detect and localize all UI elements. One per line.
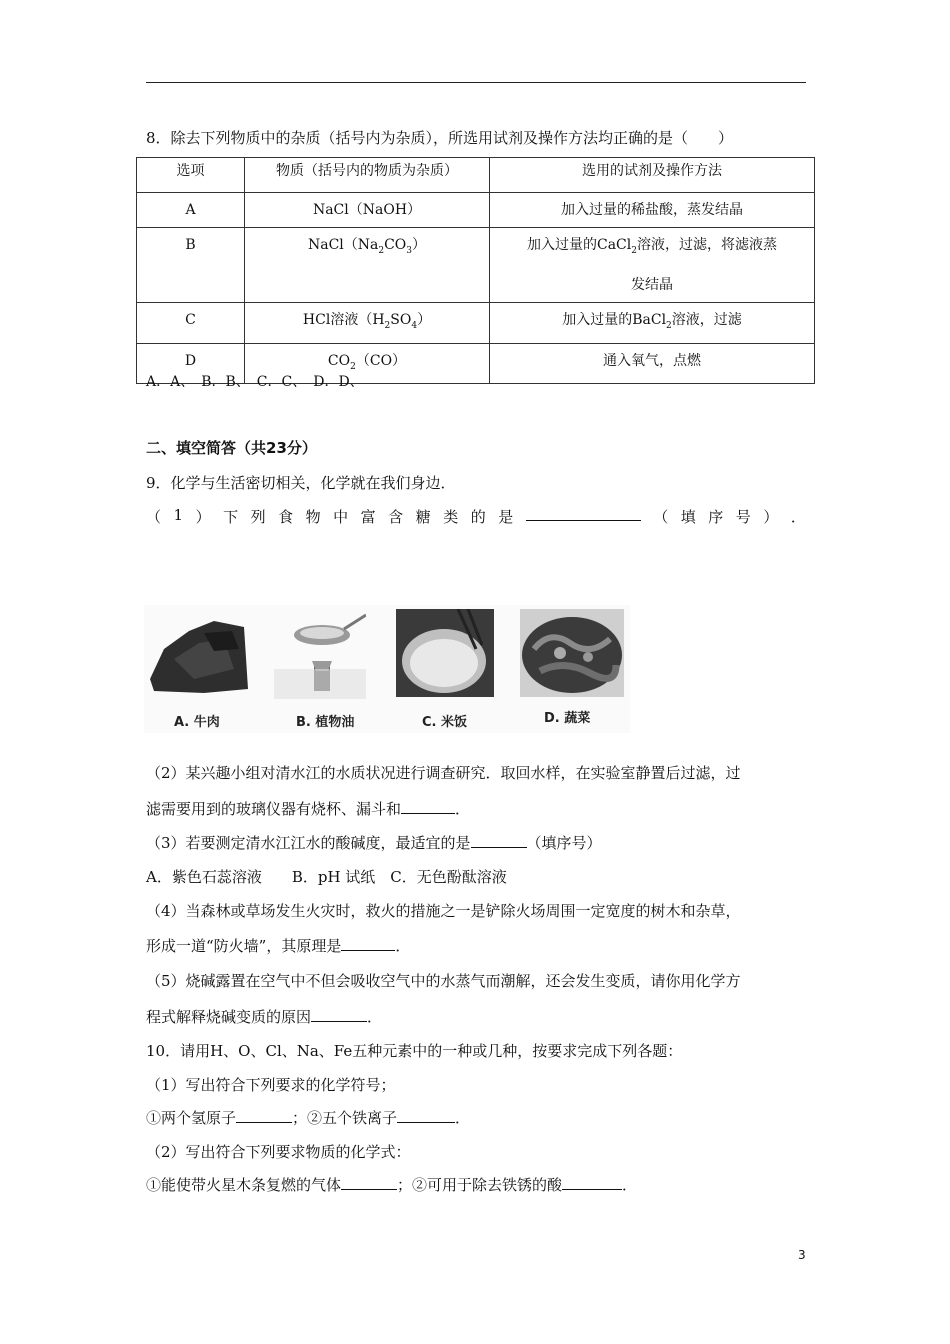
- q8-table: [136, 157, 815, 384]
- q9-part4-line2: 形成一道“防火墙”，其原理是 ．: [146, 937, 411, 955]
- table-row: [137, 228, 815, 303]
- row-method: 加入过量的BaCl$_2$溶液，过滤: [490, 302, 815, 343]
- page-number: 3: [798, 1248, 806, 1262]
- row-option: A: [137, 193, 245, 228]
- q9-part1: （ 1 ） 下 列 食 物 中 富 含 糖 类 的 是 （ 填 序 号 ） ．: [146, 506, 806, 526]
- q9-part3: （3）若要测定清水江江水的酸碱度，最适宜的是 （填序号）: [146, 834, 602, 852]
- table-row: [137, 193, 815, 228]
- q9-stem: 9．化学与生活密切相关，化学就在我们身边．: [146, 474, 456, 492]
- row-substance: HCl溶液$(H_2SO_4)$: [245, 302, 490, 343]
- q9-part2-line1: （2）某兴趣小组对清水江的水质状况进行调查研究．取回水样，在实验室静置后过滤，过: [146, 764, 741, 782]
- row-substance: $CO_2(CO)$: [245, 343, 490, 384]
- q8-stem: 8．除去下列物质中的杂质（括号内为杂质），所选用试剂及操作方法均正确的是（ ）: [146, 129, 734, 147]
- header-method: 选用的试剂及操作方法: [490, 158, 815, 193]
- answer-blank[interactable]: [562, 1175, 622, 1190]
- answer-blank[interactable]: [311, 1007, 367, 1022]
- row-method: 加入过量的CaCl$_2$溶液，过滤，将滤液蒸 发结晶: [490, 228, 815, 303]
- table-row: [137, 302, 815, 343]
- q10-stem: 10．请用H、O、Cl、Na、Fe五种元素中的一种或几种，按要求完成下列各题：: [146, 1042, 683, 1060]
- section-heading: 二、填空简答（共23分）: [146, 439, 317, 457]
- header-option: 选项: [137, 158, 245, 193]
- answer-blank[interactable]: [401, 799, 455, 814]
- vegetable-oil-image: [274, 609, 366, 699]
- food-label-c: C. 米饭: [422, 715, 468, 730]
- answer-blank[interactable]: [341, 1175, 397, 1190]
- food-label-b: B. 植物油: [296, 715, 355, 730]
- q9-part4-line1: （4）当森林或草场发生火灾时，救火的措施之一是铲除火场周围一定宽度的树木和杂草，: [146, 902, 741, 920]
- q10-part1-items: ①两个氢原子 ；②五个铁离子 ．: [146, 1109, 471, 1127]
- row-substance: NaCl（NaOH）: [245, 193, 490, 228]
- answer-blank[interactable]: [526, 506, 641, 521]
- q9-part3-options: A．紫色石蕊溶液 B．pH 试纸 C．无色酚酞溶液: [146, 868, 507, 886]
- row-option: C: [137, 302, 245, 343]
- food-images: [144, 605, 630, 733]
- q10-part2: （2）写出符合下列要求物质的化学式：: [146, 1143, 411, 1161]
- beef-image: [144, 609, 252, 699]
- header-substance: 物质（括号内的物质为杂质）: [245, 158, 490, 193]
- q10-part1: （1）写出符合下列要求的化学符号；: [146, 1076, 396, 1094]
- row-method: 通入氧气，点燃: [490, 343, 815, 384]
- rice-image: [396, 609, 494, 697]
- header-rule: [146, 82, 806, 83]
- q9-part5-line2: 程式解释烧碱变质的原因 ．: [146, 1008, 383, 1026]
- answer-blank[interactable]: [236, 1108, 292, 1123]
- vegetables-image: [520, 609, 624, 697]
- row-substance: $NaCl(Na_2CO_3)$: [245, 228, 490, 303]
- answer-blank[interactable]: [341, 936, 395, 951]
- q9-part5-line1: （5）烧碱露置在空气中不但会吸收空气中的水蒸气而潮解，还会发生变质，请你用化学方: [146, 972, 741, 990]
- q10-part2-items: ①能使带火星木条复燃的气体 ；②可用于除去铁锈的酸 ．: [146, 1176, 638, 1194]
- q8-choices: A．A、 B．B、 C．C、 D．D、: [146, 374, 364, 390]
- row-option: B: [137, 228, 245, 303]
- food-label-a: A. 牛肉: [174, 715, 220, 730]
- row-method: 加入过量的稀盐酸，蒸发结晶: [490, 193, 815, 228]
- food-label-d: D. 蔬菜: [544, 711, 591, 726]
- row-option: D: [137, 343, 245, 384]
- answer-blank[interactable]: [471, 833, 527, 848]
- q9-part2-line2: 滤需要用到的玻璃仪器有烧杯、漏斗和 ．: [146, 800, 471, 818]
- table-header-row: [137, 158, 815, 193]
- answer-blank[interactable]: [397, 1108, 455, 1123]
